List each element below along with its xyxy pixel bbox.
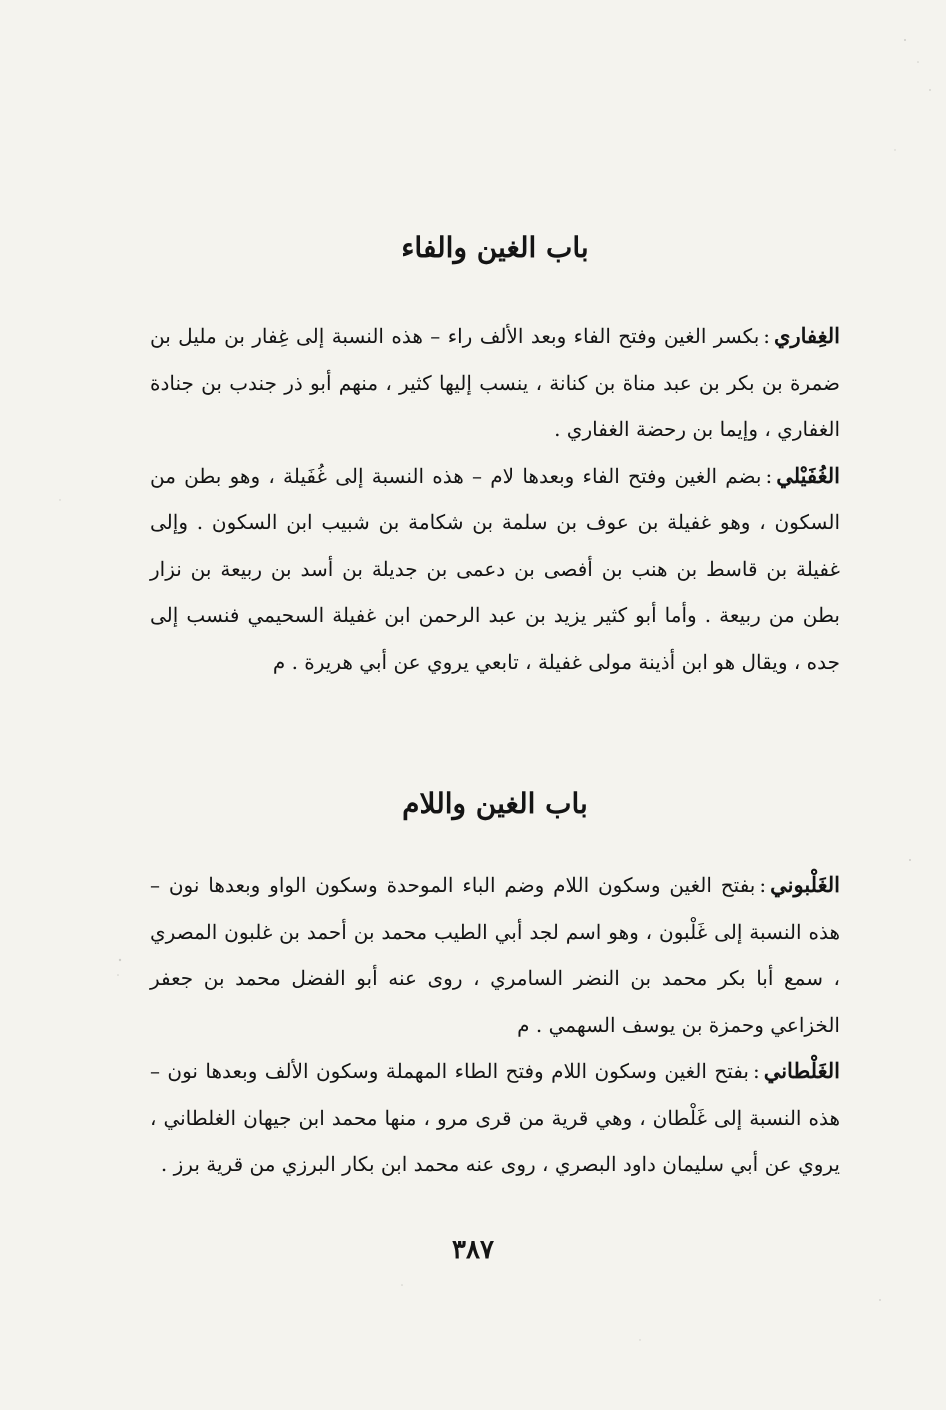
entry-paragraph — [150, 1048, 840, 1188]
entry-paragraph — [150, 313, 840, 453]
entry-separator: : — [765, 463, 773, 488]
entry-term: الغُفَيْلي — [776, 462, 840, 488]
entry-paragraph — [150, 862, 840, 1048]
entry-text: بفتح الغين وسكون اللام وضم الباء الموحدة وسكون الواو وبعدها نون – هذه النسبة إلى غَلْبون ، وهو اسم لجد أبي الطيب محمد بن أحمد بن غلبون المصري ، سمع أبا بكر محمد بن النضر السامري ، روى عنه أبو الفضل محمد بن جعفر الخزاعي وحمزة بن يوسف السهمي . م — [150, 873, 840, 1037]
section-heading: باب الغين والفاء — [401, 231, 589, 264]
entry-separator: : — [759, 873, 767, 897]
entry-term: الغِفاري — [774, 323, 840, 348]
entry-paragraph — [150, 453, 840, 686]
section-body — [150, 313, 840, 685]
entry-term: الغَلْبوني — [770, 872, 840, 897]
entry-term: الغَلْطاني — [763, 1058, 840, 1083]
section-heading: باب الغين واللام — [402, 787, 588, 820]
entry-separator: : — [752, 1059, 760, 1083]
page-number: ٣٨٧ — [452, 1235, 494, 1265]
section-body — [150, 862, 840, 1188]
entry-text: بكسر الغين وفتح الفاء وبعد الألف راء – هذه النسبة إلى غِفار بن مليل بن ضمرة بن بكر بن عبد مناة بن كنانة ، ينسب إليها كثير ، منهم أبو ذر جندب بن جنادة الغفاري ، وإيما بن رحضة الغفاري . — [150, 324, 840, 441]
entry-text: بضم الغين وفتح الفاء وبعدها لام – هذه النسبة إلى غُفَيلة ، وهو بطن من السكون ، وهو غفيلة بن عوف بن سلمة بن شكامة بن شبيب ابن السكون . وإلى غفيلة بن قاسط بن هنب بن أفصى بن دعمى بن جديلة بن أسد بن ربيعة بن نزار بطن من ربيعة . وأما أبو كثير يزيد بن عبد الرحمن ابن غفيلة السحيمي فنسب إلى جده ، ويقال هو ابن أذينة مولى غفيلة ، تابعي يروي عن أبي هريرة . م — [150, 463, 840, 674]
entry-text: بفتح الغين وسكون اللام وفتح الطاء المهملة وسكون الألف وبعدها نون – هذه النسبة إلى غَلْطان ، وهي قرية من قرى مرو ، منها محمد ابن جيهان الغلطاني ، يروي عن أبي سليمان داود البصري ، روى عنه محمد ابن بكار البرزي من قرية برز . — [150, 1059, 840, 1176]
entry-separator: : — [763, 324, 771, 348]
